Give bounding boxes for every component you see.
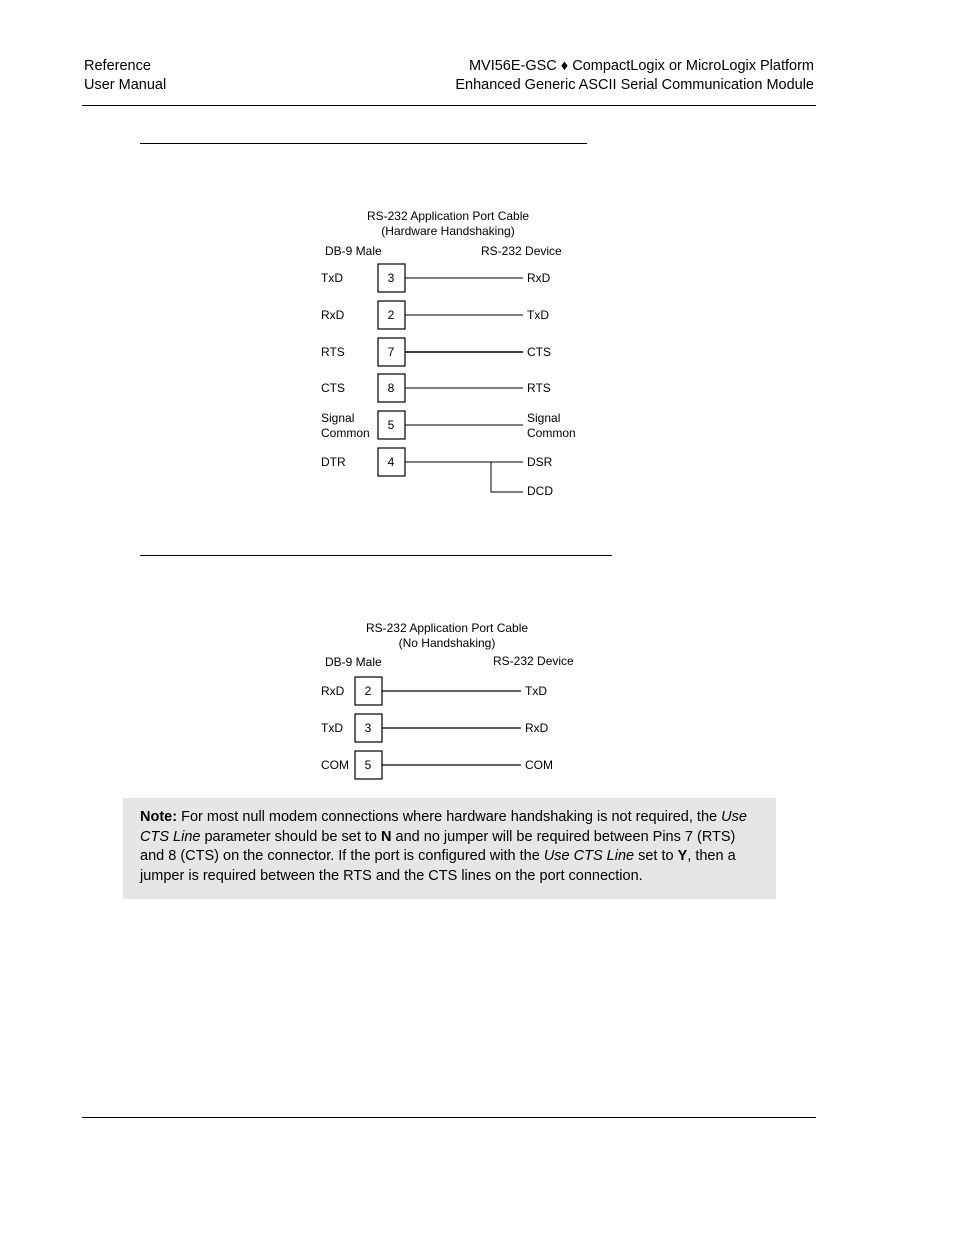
header-left [84,57,166,95]
right-signal-label: RxD [525,721,549,735]
pin-number: 5 [364,758,372,772]
pin-number: 3 [387,271,395,285]
pin-number: 8 [387,381,395,395]
right-signal-label: TxD [527,308,549,322]
wire-row [321,677,547,705]
note-param-name: Use CTS Line [140,809,747,845]
branch-signal-label: DCD [527,484,553,498]
note-box [123,798,776,899]
note-text: set to [634,848,678,865]
left-signal-label: COM [321,758,349,772]
right-signal-label: CTS [527,345,551,359]
diagram-subtitle: (Hardware Handshaking) [381,224,515,238]
left-signal-label: RTS [321,345,345,359]
note-value: Y [677,848,688,865]
left-signal-label: TxD [321,271,343,285]
left-signal-label: Signal [321,411,355,425]
right-signal-label: RTS [527,381,551,395]
pin-number: 4 [387,455,395,469]
right-header: RS-232 Device [493,654,574,668]
pin-number: 3 [364,721,372,735]
cable-diagram-hardware-handshaking [300,200,600,510]
wire-row [321,301,549,329]
wire-row [321,751,553,779]
left-signal-label: RxD [321,684,345,698]
note-text: parameter should be set to [200,828,382,845]
left-header: DB-9 Male [325,244,382,258]
header-rule [82,105,816,106]
header-doc-type: User Manual [84,77,167,93]
note-value: N [381,828,392,845]
pin-number: 2 [364,684,372,698]
left-signal-label: CTS [321,381,345,395]
header-right [455,57,814,95]
right-signal-label: Signal [527,411,561,425]
wire-row [321,714,549,742]
pin-number: 5 [387,418,395,432]
wire-row [321,374,551,402]
cable-diagram-no-handshaking [300,612,600,782]
left-signal-label-line2: Common [321,426,370,440]
left-signal-label: TxD [321,721,343,735]
note-label: Note: [140,809,178,825]
pin-number: 2 [387,308,395,322]
diagram-title: RS-232 Application Port Cable [366,209,530,223]
wire-row [321,411,576,440]
pin-number: 7 [387,345,395,359]
right-signal-label: RxD [527,271,551,285]
left-signal-label: DTR [321,455,346,469]
branch-wire [491,462,523,492]
diagram-subtitle: (No Handshaking) [398,636,496,650]
note-text: , then a jumper is required between the RTS and the CTS lines on the port connection. [140,848,736,885]
note-text: and no jumper will be required between Pins 7 (RTS) and 8 (CTS) on the connector. If the port is configured with the [140,828,736,865]
section-rule-1 [140,143,587,144]
section-rule-2 [140,555,612,556]
header-section-title: Reference [84,58,151,74]
header-product-title: MVI56E-GSC ♦ CompactLogix or MicroLogix Platform [468,58,814,74]
right-signal-label-line2: Common [527,426,576,440]
wire-row [321,448,553,498]
diagram-title: RS-232 Application Port Cable [365,621,529,635]
right-signal-label: COM [525,758,553,772]
footer-rule [82,1117,816,1118]
note-text: For most null modem connections where hardware handshaking is not required, the [177,809,722,825]
header-product-subtitle: Enhanced Generic ASCII Serial Communication Module [455,77,814,93]
wire-row [321,264,551,292]
right-signal-label: DSR [527,455,553,469]
left-signal-label: RxD [321,308,345,322]
right-header: RS-232 Device [481,244,562,258]
right-signal-label: TxD [525,684,547,698]
wire-row [321,338,551,366]
left-header: DB-9 Male [325,655,382,669]
note-param-name: Use CTS Line [543,848,635,865]
